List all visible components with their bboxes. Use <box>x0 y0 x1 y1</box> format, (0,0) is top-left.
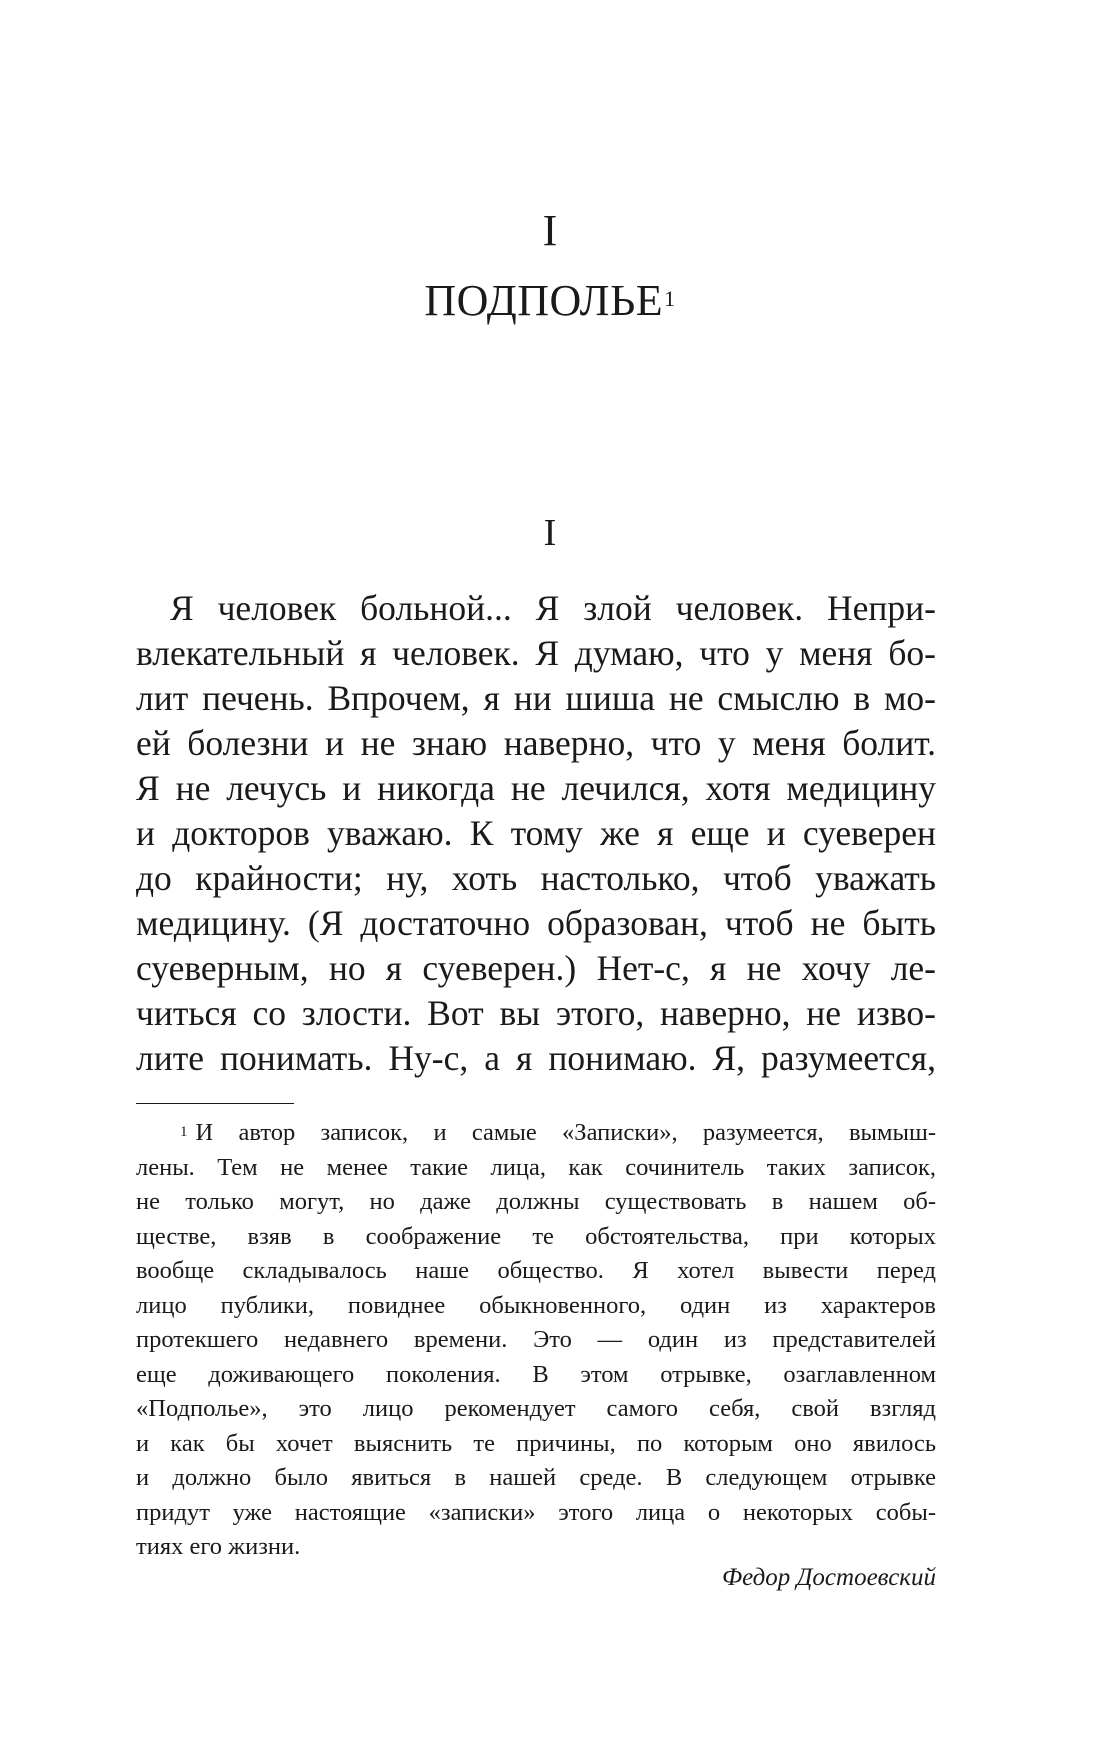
footnote-line: лицо публики, повиднее обыкновенного, один из характеров <box>136 1291 936 1319</box>
body-line: и докторов уважаю. К тому же я еще и суеверен <box>136 813 936 853</box>
footnote-line: протекшего недавнего времени. Это — один из представителей <box>136 1326 936 1353</box>
body-line: Я не лечусь и никогда не лечился, хотя медицину <box>136 768 936 808</box>
body-line: влекательный я человек. Я думаю, что у меня бо- <box>136 633 936 673</box>
footnote-line: и как бы хочет выяснить те причины, по которым оно явилось <box>136 1429 936 1457</box>
footnote-line: лены. Тем не менее такие лица, как сочинитель таких записок, <box>136 1153 936 1181</box>
chapter-number: I <box>543 512 557 554</box>
footnote-line: «Подполье», это лицо рекомендует самого себя, свой взгляд <box>136 1395 936 1422</box>
part-title <box>0 275 1100 327</box>
body-paragraph <box>136 586 936 1081</box>
footnote-line: вообще складывалось наше общество. Я хотел вывести перед <box>136 1257 936 1284</box>
footnote-line: не только могут, но даже должны существовать в нашем об- <box>136 1188 936 1215</box>
footnote-line: ществе, взяв в соображение те обстоятельства, при которых <box>136 1222 936 1250</box>
body-line: ей болезни и не знаю наверно, что у меня болит. <box>136 723 936 763</box>
body-line: суеверным, но я суеверен.) Нет-с, я не хочу ле- <box>136 948 936 988</box>
body-line: Я человек больной... Я злой человек. Непри- <box>170 588 936 628</box>
footnote-reference[interactable]: 1 <box>664 286 676 311</box>
footnote-marker: 1 <box>180 1124 188 1140</box>
body-line: до крайности; ну, хоть настолько, чтоб уважать <box>136 858 936 898</box>
body-line: лите понимать. Ну-с, а я понимаю. Я, разумеется, <box>136 1038 936 1078</box>
body-line: лит печень. Впрочем, я ни шиша не смыслю в мо- <box>136 678 936 718</box>
footnote-line <box>136 1116 936 1151</box>
body-line: медицину. (Я достаточно образован, чтоб не быть <box>136 903 936 943</box>
footnote-divider <box>136 1103 294 1104</box>
footnote-line: тиях его жизни. <box>136 1533 301 1560</box>
part-number: I <box>542 206 558 255</box>
footnote-line: еще доживающего поколения. В этом отрывке, озаглавленном <box>136 1360 936 1388</box>
body-line: читься со злости. Вот вы этого, наверно, не изво- <box>136 993 936 1033</box>
footnote-line-text: И автор записок, и самые «Записки», разумеется, вымыш- <box>195 1119 936 1146</box>
footnote-line: придут уже настоящие «записки» этого лица о некоторых собы- <box>136 1498 936 1526</box>
footnote-signature: Федор Достоевский <box>722 1564 936 1591</box>
footnote <box>136 1116 936 1565</box>
part-title-text: ПОДПОЛЬЕ <box>424 276 664 325</box>
footnote-line: и должно было явиться в нашей среде. В следующем отрывке <box>136 1464 936 1491</box>
